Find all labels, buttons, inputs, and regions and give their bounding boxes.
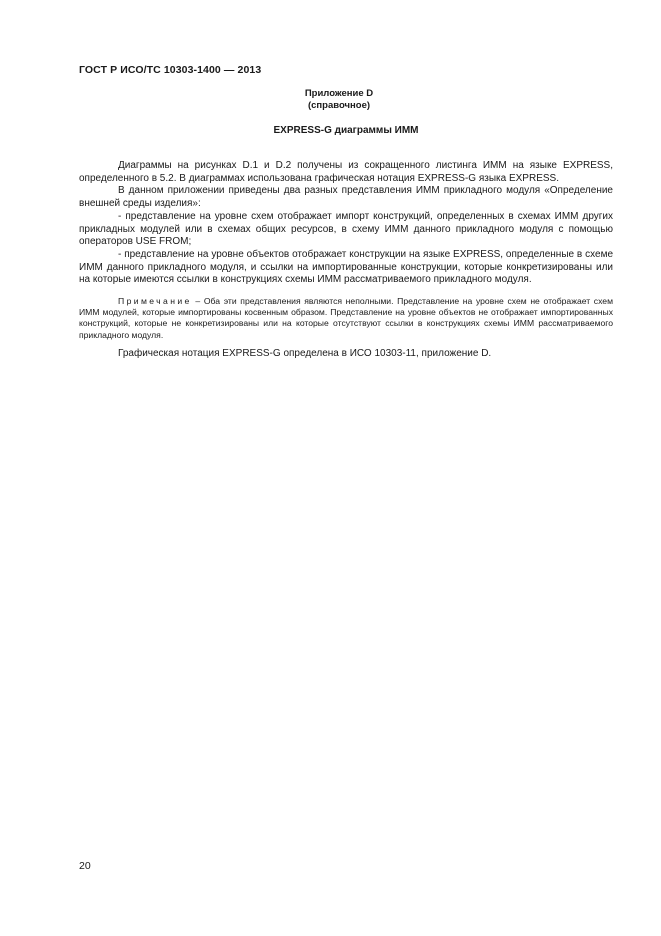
- annex-subtitle: (справочное): [307, 100, 371, 111]
- annex-heading: [79, 88, 613, 112]
- annex-title: Приложение D: [304, 88, 374, 99]
- page-number: 20: [79, 860, 91, 872]
- standard-id-header: ГОСТ Р ИСО/ТС 10303-1400 — 2013: [79, 64, 262, 76]
- paragraph-notation-reference: Графическая нотация EXPRESS-G определена в ИСО 10303-11, приложение D.: [118, 347, 492, 359]
- note-text: Оба эти представления являются неполными. Представление на уровне схем не отображает схем ИММ модулей, которые импортированы косвенным образом. Представление на уровне объектов не отображает импортированных конструкций, которые не конкретизированы или на которые отсутствуют ссылки в конструкциях схемы ИММ рассматриваемого прикладного модуля.: [79, 296, 613, 340]
- note-label: Примечание: [118, 296, 192, 307]
- list-item-entity-level: - представление на уровне объектов отображает конструкции на языке EXPRESS, определенные в схеме ИММ данного прикладного модуля, и ссылки на импортированные конструкции, которые конкретизированы или на которые имеются ссылки в конструкциях схемы ИММ рассматриваемого прикладного модуля.: [79, 248, 613, 286]
- section-title: EXPRESS-G диаграммы ИММ: [273, 125, 419, 136]
- note-dash: –: [191, 296, 204, 307]
- note: [79, 296, 613, 341]
- body-text: [79, 160, 613, 361]
- paragraph-intro: Диаграммы на рисунках D.1 и D.2 получены из сокращенного листинга ИММ на языке EXPRESS, определенного в 5.2. В диаграммах использована графическая нотация EXPRESS-G языка EXPRESS.: [79, 160, 613, 184]
- list-item-schema-level: - представление на уровне схем отображает импорт конструкций, определенных в схемах ИММ других прикладных модулей или в схемах общих ресурсов, в схему ИММ данного прикладного модуля с помощью операторов USE FROM;: [79, 210, 613, 248]
- paragraph-representations: В данном приложении приведены два разных представления ИММ прикладного модуля «Определение внешней среды изделия»:: [79, 185, 613, 210]
